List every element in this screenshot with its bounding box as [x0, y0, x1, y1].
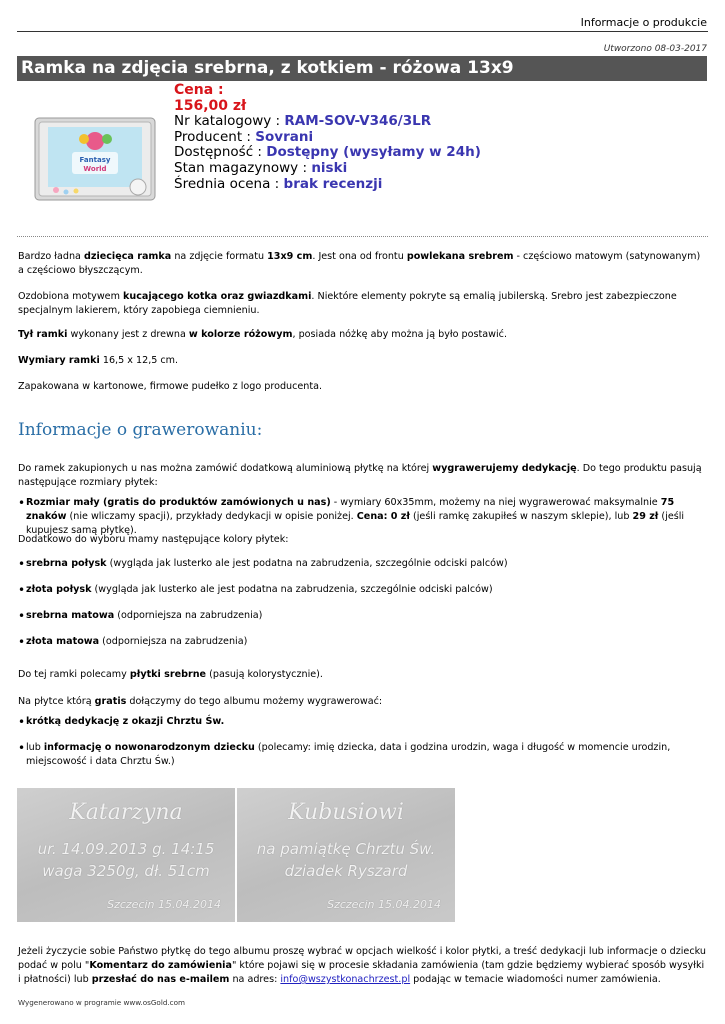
stock-value: niski	[311, 159, 348, 176]
plate-2-line-2: dziadek Ryszard	[284, 862, 408, 880]
plate-2-name: Kubusiowi	[288, 800, 404, 825]
description-paragraph-1: Bardzo ładna dziecięca ramka na zdjęcie formatu 13x9 cm. Jest ona od frontu powlekana srebrem - częściowo matowym (satynowanym) a częściowo błyszczącym.	[18, 251, 701, 276]
rating-value: brak recenzji	[283, 175, 383, 192]
stock-label: Stan magazynowy :	[174, 159, 308, 176]
rating-label: Średnia ocena :	[174, 175, 280, 192]
description-paragraph-3: Tył ramki wykonany jest z drewna w kolorze różowym, posiada nóżkę aby można ją było postawić.	[18, 329, 507, 340]
producer-label: Producent :	[174, 128, 251, 145]
availability-value: Dostępny (wysyłamy w 24h)	[266, 144, 481, 161]
engraving-heading: Informacje o grawerowaniu:	[18, 420, 263, 440]
description-paragraph-5: Zapakowana w kartonowe, firmowe pudełko z logo producenta.	[18, 381, 323, 392]
color-list	[18, 557, 708, 649]
plate-1-line-2: waga 3250g, dł. 51cm	[42, 862, 210, 880]
header-divider	[17, 31, 708, 32]
color-option: • srebrna połysk (wygląda jak lusterko ale jest podatna na zabrudzenia, szczególnie odciski palców)	[18, 557, 708, 571]
price-value: 156,00 zł	[174, 97, 247, 114]
engraving-option-dedication: • krótką dedykację z okazji Chrztu Św.	[18, 715, 708, 729]
gratis-text: Na płytce którą gratis dołączymy do tego albumu możemy wygrawerować:	[18, 696, 383, 707]
engraving-plate-example-2	[237, 788, 455, 922]
plate-2-place: Szczecin 15.04.2014	[327, 898, 441, 911]
engraving-options	[18, 715, 708, 769]
product-title: Ramka na zdjęcia srebrna, z kotkiem - różowa 13x9	[17, 56, 707, 81]
catalog-value: RAM-SOV-V346/3LR	[284, 113, 432, 130]
size-list	[18, 496, 708, 538]
description-paragraph-4: Wymiary ramki 16,5 x 12,5 cm.	[18, 355, 179, 366]
order-instructions: Jeżeli życzycie sobie Państwo płytkę do tego albumu proszę wybrać w opcjach wielkość i kolor płytki, a treść dedykacji lub informacje o dziecku podać w polu "Komentarz do zamówienia" które pojawi się w procesie składania zamówienia (tam gdzie będziemy wybierać sposób wysyłki i płatności) lub przesłać do nas e-mailem na adres: info@wszystkonachrzest.pl podając w temacie wiadomości numer zamówienia.	[18, 946, 706, 985]
description-divider	[17, 236, 708, 237]
color-option: • złota matowa (odporniejsza na zabrudzenia)	[18, 635, 708, 649]
plate-1-name: Katarzyna	[69, 800, 183, 825]
svg-text:World: World	[83, 165, 107, 173]
header-section-label: Informacje o produkcie	[580, 16, 707, 29]
color-option: • złota połysk (wygląda jak lusterko ale jest podatna na zabrudzenia, szczególnie odciski palców)	[18, 583, 708, 597]
catalog-label: Nr katalogowy :	[174, 113, 281, 130]
plate-1-place: Szczecin 15.04.2014	[107, 898, 221, 911]
price-label: Cena :	[174, 82, 224, 98]
plate-2-line-1: na pamiątkę Chrztu Św.	[256, 840, 436, 858]
product-image	[34, 117, 156, 201]
size-option-small: • Rozmiar mały (gratis do produktów zamówionych u nas) - wymiary 60x35mm, możemy na niej wygrawerować maksymalnie 75 znaków (nie wliczamy spacji), przykłady dedykacji w opisie poniżej. Cena: 0 zł (jeśli ramkę zakupiłeś w naszym sklepie), lub 29 zł (jeśli kupujesz samą płytkę).	[18, 496, 708, 538]
engraving-option-child-info: • lub informację o nowonarodzonym dziecku (polecamy: imię dziecka, data i godzina urodzin, waga i długość w momencie urodzin, miejscowość i data Chrztu Św.)	[18, 741, 708, 769]
svg-text:Fantasy: Fantasy	[79, 156, 111, 164]
product-info	[174, 83, 481, 192]
created-date: Utworzono 08-03-2017	[603, 44, 707, 54]
footer-generator: Wygenerowano w programie www.osGold.com	[18, 998, 186, 1007]
recommend-text: Do tej ramki polecamy płytki srebrne (pasują kolorystycznie).	[18, 669, 323, 680]
email-link[interactable]: info@wszystkonachrzest.pl	[280, 974, 411, 985]
availability-label: Dostępność :	[174, 144, 262, 161]
colors-intro: Dodatkowo do wyboru mamy następujące kolory płytek:	[18, 534, 289, 545]
producer-value: Sovrani	[255, 128, 314, 145]
color-option: • srebrna matowa (odporniejsza na zabrudzenia)	[18, 609, 708, 623]
description-paragraph-2: Ozdobiona motywem kucającego kotka oraz gwiazdkami. Niektóre elementy pokryte są emalią jubilerską. Srebro jest zabezpieczone specjalnym lakierem, który zapobiega ciemnieniu.	[18, 291, 677, 316]
engraving-intro: Do ramek zakupionych u nas można zamówić dodatkową aluminiową płytkę na której wygrawerujemy dedykację. Do tego produktu pasują następujące rozmiary płytek:	[18, 463, 702, 488]
plate-1-line-1: ur. 14.09.2013 g. 14:15	[37, 840, 215, 858]
engraving-plate-example-1	[17, 788, 235, 922]
